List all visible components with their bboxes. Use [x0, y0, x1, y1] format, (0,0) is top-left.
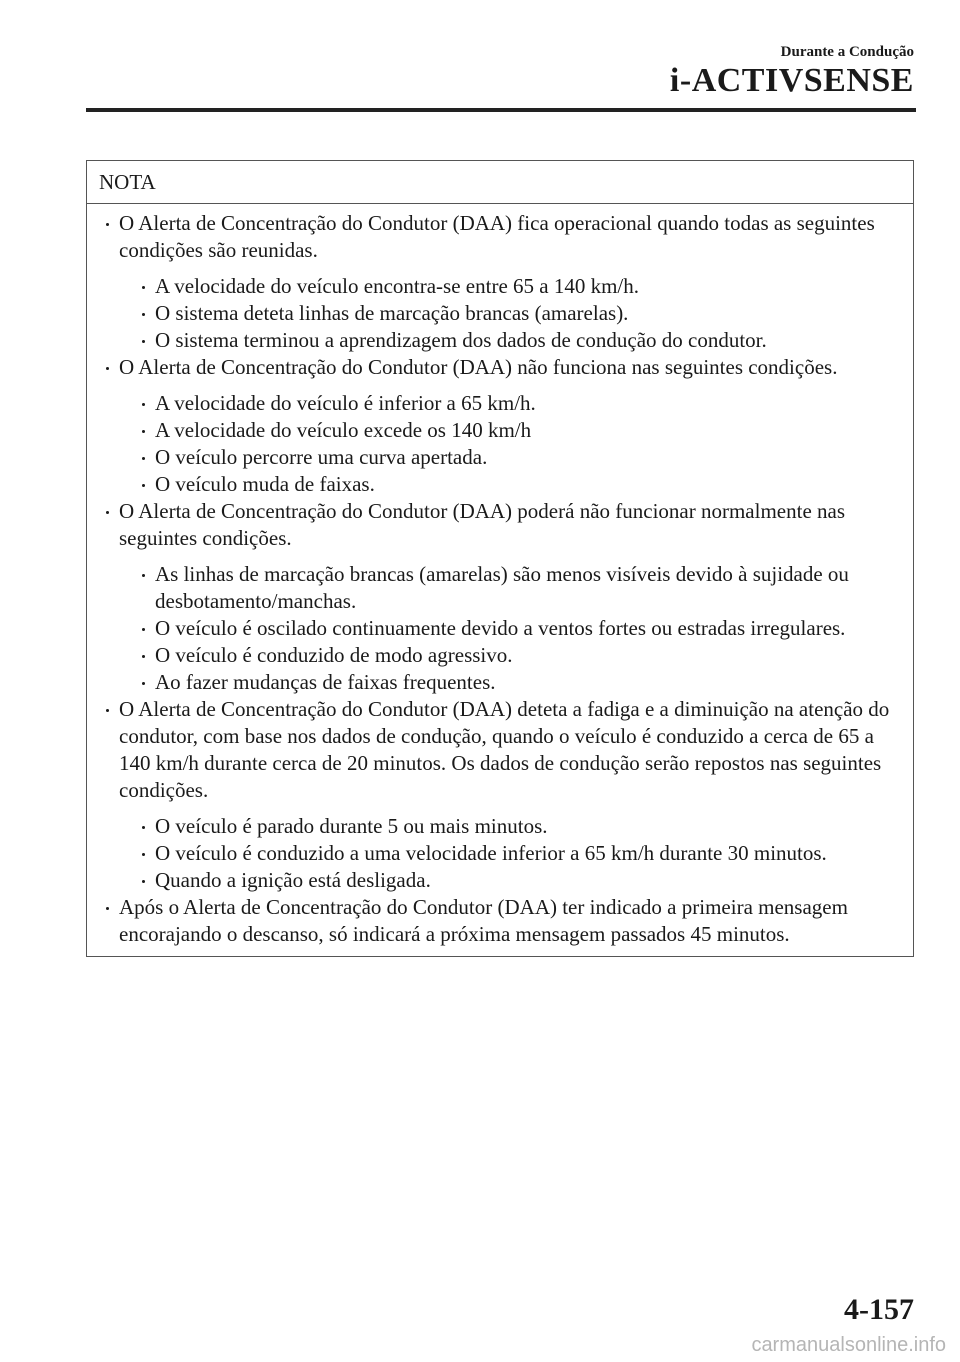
- note-subitem: O sistema deteta linhas de marcação brancas (amarelas).: [137, 300, 901, 327]
- note-body: [87, 204, 913, 956]
- note-subitem: O sistema terminou a aprendizagem dos dados de condução do condutor.: [137, 327, 901, 354]
- note-item: [101, 210, 901, 354]
- note-subitem: Quando a ignição está desligada.: [137, 867, 901, 894]
- running-header-chapter: i-ACTIVSENSE: [669, 62, 914, 99]
- note-subitem: O veículo é conduzido a uma velocidade inferior a 65 km/h durante 30 minutos.: [137, 840, 901, 867]
- watermark: carmanualsonline.info: [751, 1334, 946, 1356]
- note-subitem: As linhas de marcação brancas (amarelas) são menos visíveis devido à sujidade ou desbotamento/manchas.: [137, 561, 901, 615]
- note-sublist: [119, 273, 901, 354]
- note-item: [101, 498, 901, 696]
- note-subitem: A velocidade do veículo excede os 140 km/h: [137, 417, 901, 444]
- page-number: 4-157: [844, 1293, 914, 1326]
- note-box: [86, 160, 914, 957]
- note-subitem: O veículo percorre uma curva apertada.: [137, 444, 901, 471]
- note-subitem: A velocidade do veículo encontra-se entre 65 a 140 km/h.: [137, 273, 901, 300]
- note-item-text: O Alerta de Concentração do Condutor (DAA) fica operacional quando todas as seguintes condições são reunidas.: [119, 211, 875, 262]
- note-item: [101, 894, 901, 948]
- note-subitem: Ao fazer mudanças de faixas frequentes.: [137, 669, 901, 696]
- note-sublist: [119, 561, 901, 696]
- note-item-text: O Alerta de Concentração do Condutor (DAA) não funciona nas seguintes condições.: [119, 355, 838, 379]
- note-subitem: O veículo muda de faixas.: [137, 471, 901, 498]
- note-item-text: O Alerta de Concentração do Condutor (DAA) poderá não funcionar normalmente nas seguintes condições.: [119, 499, 846, 550]
- note-title: NOTA: [87, 161, 913, 204]
- note-sublist: [119, 813, 901, 894]
- note-subitem: O veículo é parado durante 5 ou mais minutos.: [137, 813, 901, 840]
- note-sublist: [119, 390, 901, 498]
- note-item: [101, 354, 901, 498]
- note-subitem: O veículo é oscilado continuamente devido a ventos fortes ou estradas irregulares.: [137, 615, 901, 642]
- note-item: [101, 696, 901, 894]
- running-header-section: Durante a Condução: [780, 44, 914, 60]
- note-item-text: O Alerta de Concentração do Condutor (DAA) deteta a fadiga e a diminuição na atenção do condutor, com base nos dados de condução, quando o veículo é conduzido a cerca de 65 a 140 km/h durante cerca de 20 minutos. Os dados de condução serão repostos nas seguintes condições.: [119, 697, 890, 802]
- header-divider: [86, 108, 916, 112]
- note-subitem: A velocidade do veículo é inferior a 65 km/h.: [137, 390, 901, 417]
- note-item-text: Após o Alerta de Concentração do Condutor (DAA) ter indicado a primeira mensagem encorajando o descanso, só indicará a próxima mensagem passados 45 minutos.: [119, 895, 848, 946]
- note-subitem: O veículo é conduzido de modo agressivo.: [137, 642, 901, 669]
